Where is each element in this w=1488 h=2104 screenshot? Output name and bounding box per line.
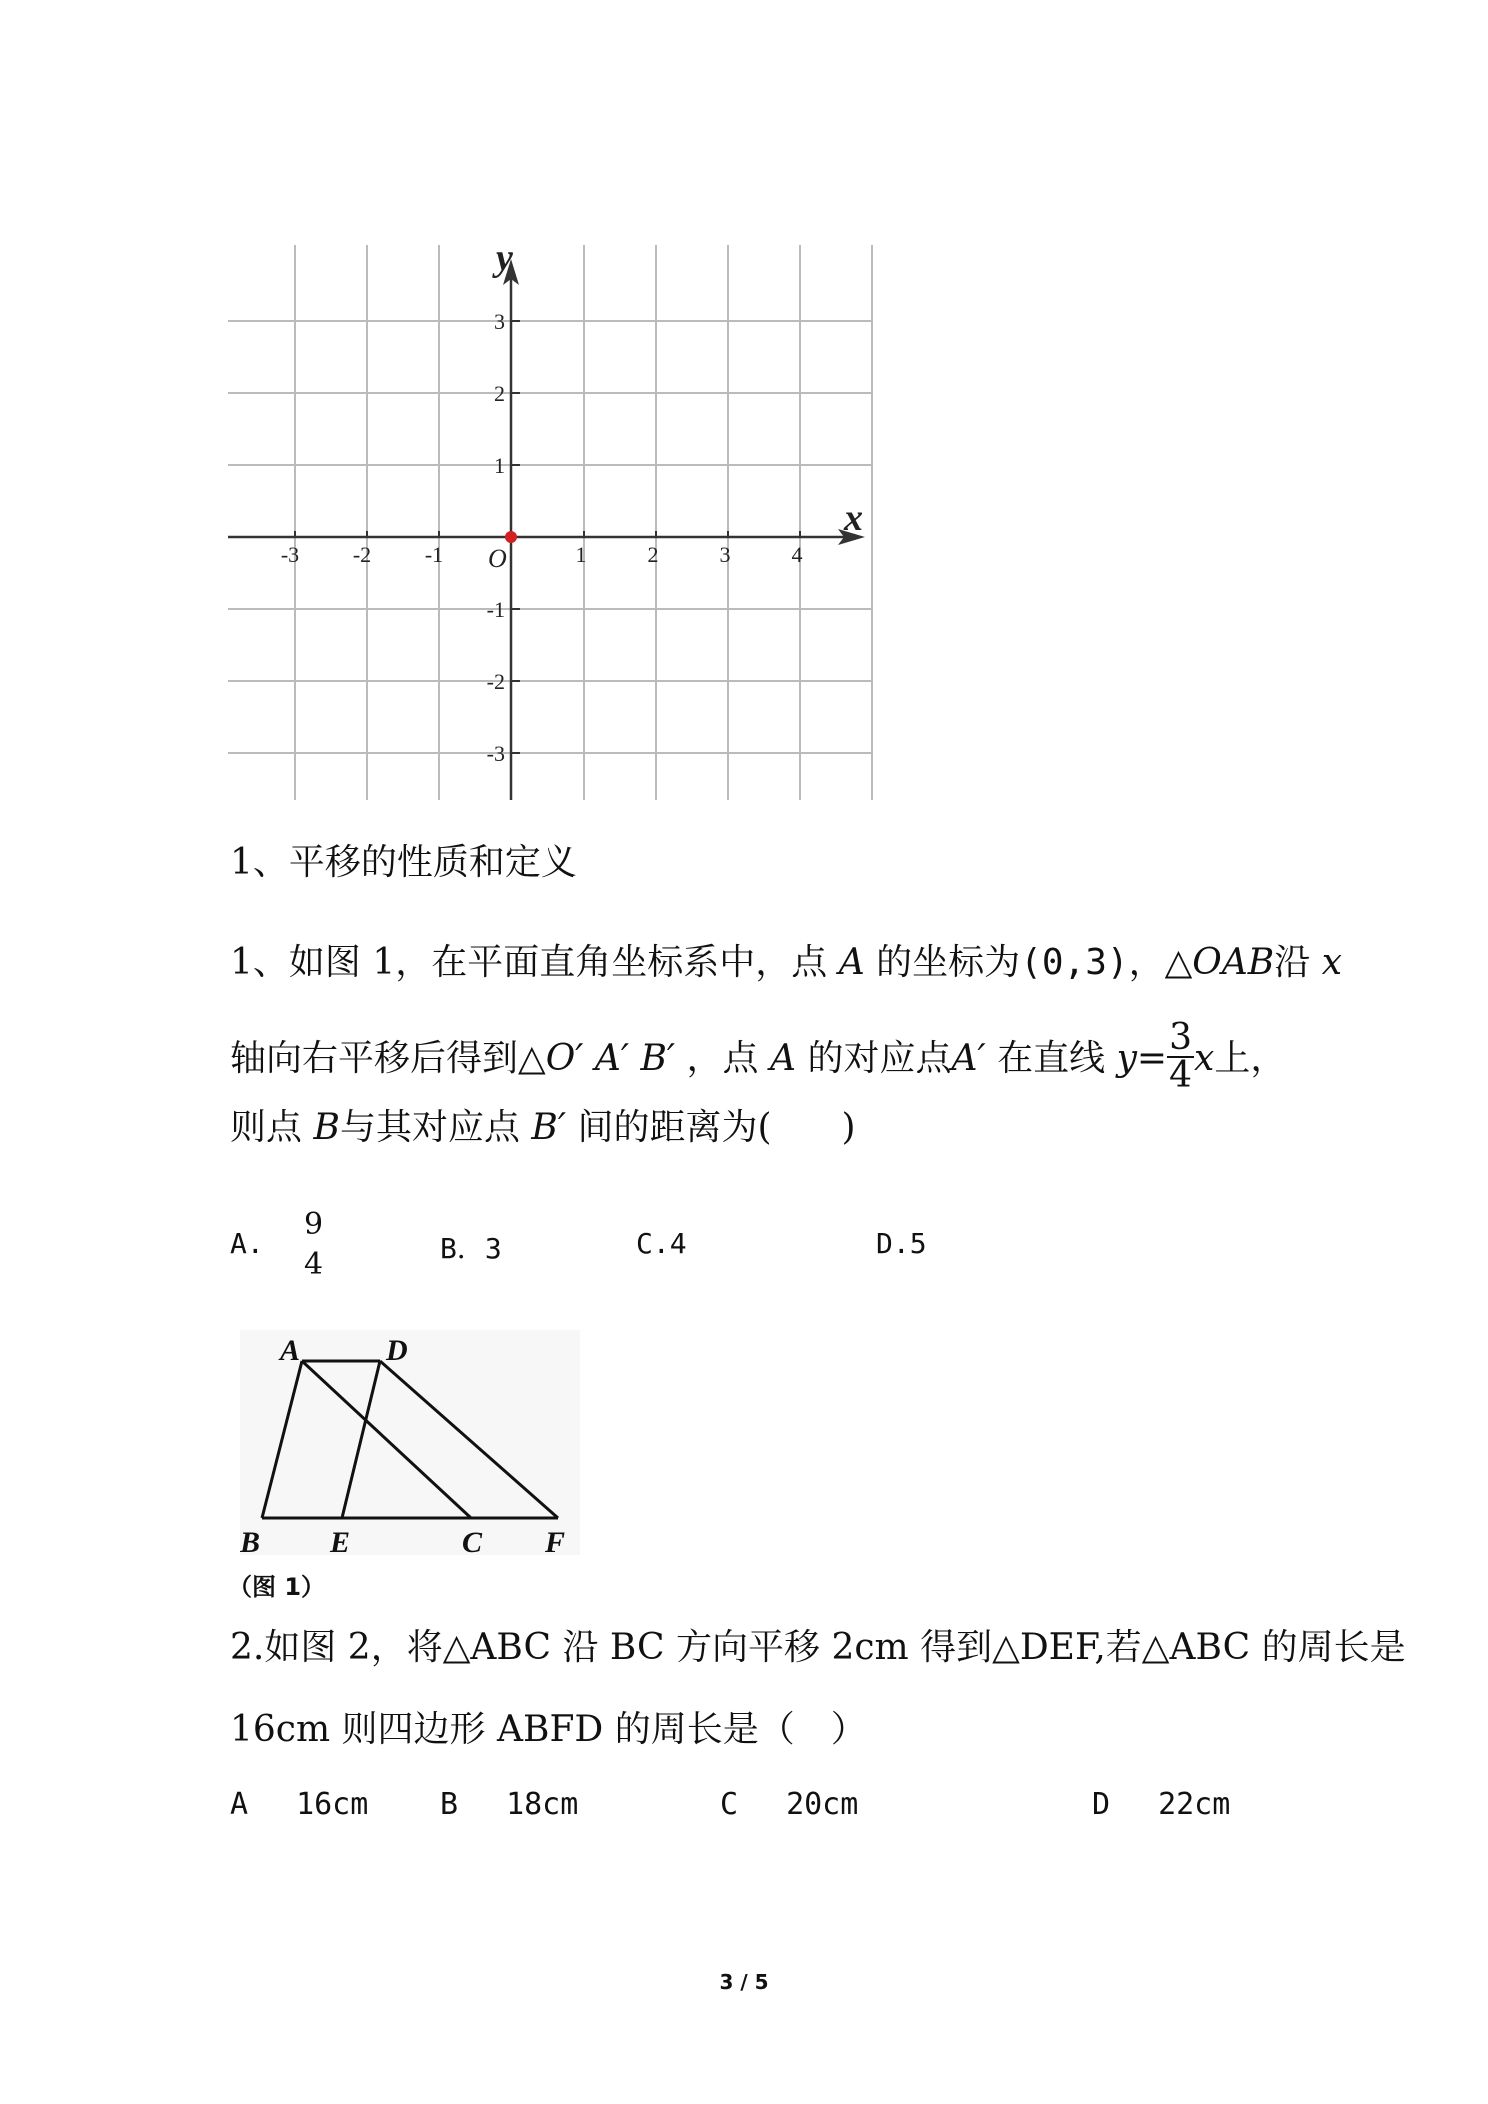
q1-text: 与其对应点: [339, 1107, 520, 1148]
var-a-prime: A′: [951, 1038, 986, 1079]
x-tick-label: 2: [647, 542, 659, 567]
q2-option-d[interactable]: [1092, 1787, 1230, 1823]
fraction-numerator: 9: [304, 1207, 324, 1242]
var-a-prime: A′: [594, 1038, 629, 1079]
q1-text: 则点: [230, 1107, 303, 1148]
q1-line-2: [230, 1017, 1287, 1096]
origin-label: O: [488, 544, 507, 573]
q1-text: 的对应点: [807, 1038, 952, 1079]
x-tick-label: -1: [424, 542, 444, 567]
var-a: A: [838, 942, 865, 983]
origin-point: [505, 531, 517, 543]
q2-option-b[interactable]: [440, 1787, 578, 1823]
translation-figure: [240, 1330, 580, 1565]
q2-line-2: 16cm 则四边形 ABFD 的周长是（ ）: [230, 1709, 867, 1750]
q1-option-b[interactable]: B．3: [440, 1232, 502, 1265]
option-label: B: [440, 1787, 459, 1822]
q1-text: 沿: [1274, 942, 1311, 983]
q1-text: 1、如图 1，在平面直角坐标系中，点: [230, 942, 828, 983]
x-axis-label: x: [844, 497, 863, 539]
y-tick-label: 1: [494, 453, 505, 478]
option-value: 20cm: [786, 1787, 859, 1822]
option-value: 22cm: [1158, 1787, 1231, 1822]
option-a-fraction: [302, 1205, 325, 1285]
q1-text: 轴向右平移后得到△: [230, 1038, 546, 1079]
q1-option-c[interactable]: C.4: [636, 1227, 687, 1260]
q1-text: 上，: [1214, 1038, 1287, 1079]
y-tick-label: 3: [494, 309, 505, 334]
y-tick-label: -1: [486, 597, 505, 622]
x-tick-label: 1: [575, 542, 587, 567]
q1-text: ): [841, 1107, 856, 1148]
var-o-prime: O′: [545, 1038, 584, 1079]
q2-line-1: 2.如图 2，将△ABC 沿 BC 方向平移 2cm 得到△DEF,若△ABC 的周长是: [230, 1627, 1406, 1668]
var-b-prime: B′: [531, 1107, 567, 1148]
option-value: 16cm: [296, 1787, 369, 1822]
x-tick-label: -2: [352, 542, 372, 567]
var-b-prime: B′: [640, 1038, 676, 1079]
y-axis-label: y: [496, 245, 513, 279]
q1-line-1: [230, 942, 1342, 983]
triangle-name: OAB: [1192, 942, 1275, 983]
q2-option-a[interactable]: [230, 1787, 368, 1823]
y-tick-label: -2: [486, 669, 505, 694]
point-label-d: D: [386, 1334, 408, 1367]
q1-text: ，△: [1128, 942, 1193, 983]
coordinate-grid-figure: [220, 245, 880, 805]
option-label: C: [720, 1787, 739, 1822]
figure-caption: （图 1）: [228, 1573, 326, 1601]
point-label-a: A: [280, 1334, 301, 1367]
point-label-e: E: [330, 1526, 351, 1559]
fraction-3-4: [1167, 1017, 1194, 1096]
var-b: B: [313, 1107, 340, 1148]
x-tick-label: 4: [791, 542, 803, 567]
q1-text: 的坐标为: [876, 942, 1021, 983]
var-x: x: [1321, 942, 1342, 983]
q1-text: 间的距离为(: [577, 1107, 772, 1148]
q1-text: ，点: [686, 1038, 759, 1079]
section-heading: 1、平移的性质和定义: [230, 842, 577, 883]
fraction-denominator: 4: [1169, 1055, 1192, 1096]
equation-lhs: y=: [1116, 1038, 1168, 1079]
var-a: A: [770, 1038, 797, 1079]
option-label: D: [1092, 1787, 1111, 1822]
fraction-denominator: 4: [304, 1247, 324, 1282]
var-x: x: [1194, 1038, 1215, 1079]
point-label-b: B: [240, 1526, 261, 1559]
page-number: 3 / 5: [719, 1970, 769, 1994]
x-tick-label: -3: [280, 542, 300, 567]
point-label-f: F: [545, 1526, 566, 1559]
fraction-numerator: 3: [1169, 1017, 1192, 1058]
y-tick-label: 2: [494, 381, 505, 406]
point-label-c: C: [462, 1526, 483, 1559]
q1-line-3: [230, 1107, 856, 1148]
x-tick-label: 3: [719, 542, 731, 567]
y-tick-label: -3: [486, 741, 505, 766]
q2-option-c[interactable]: [720, 1787, 858, 1823]
coordinate: (0,3): [1020, 942, 1129, 983]
option-a-label: A.: [230, 1227, 264, 1260]
q1-text: 在直线: [997, 1038, 1106, 1079]
q1-option-d[interactable]: D.5: [876, 1227, 927, 1260]
option-label: A: [230, 1787, 249, 1822]
grid-lines: [228, 245, 872, 800]
option-value: 18cm: [506, 1787, 579, 1822]
